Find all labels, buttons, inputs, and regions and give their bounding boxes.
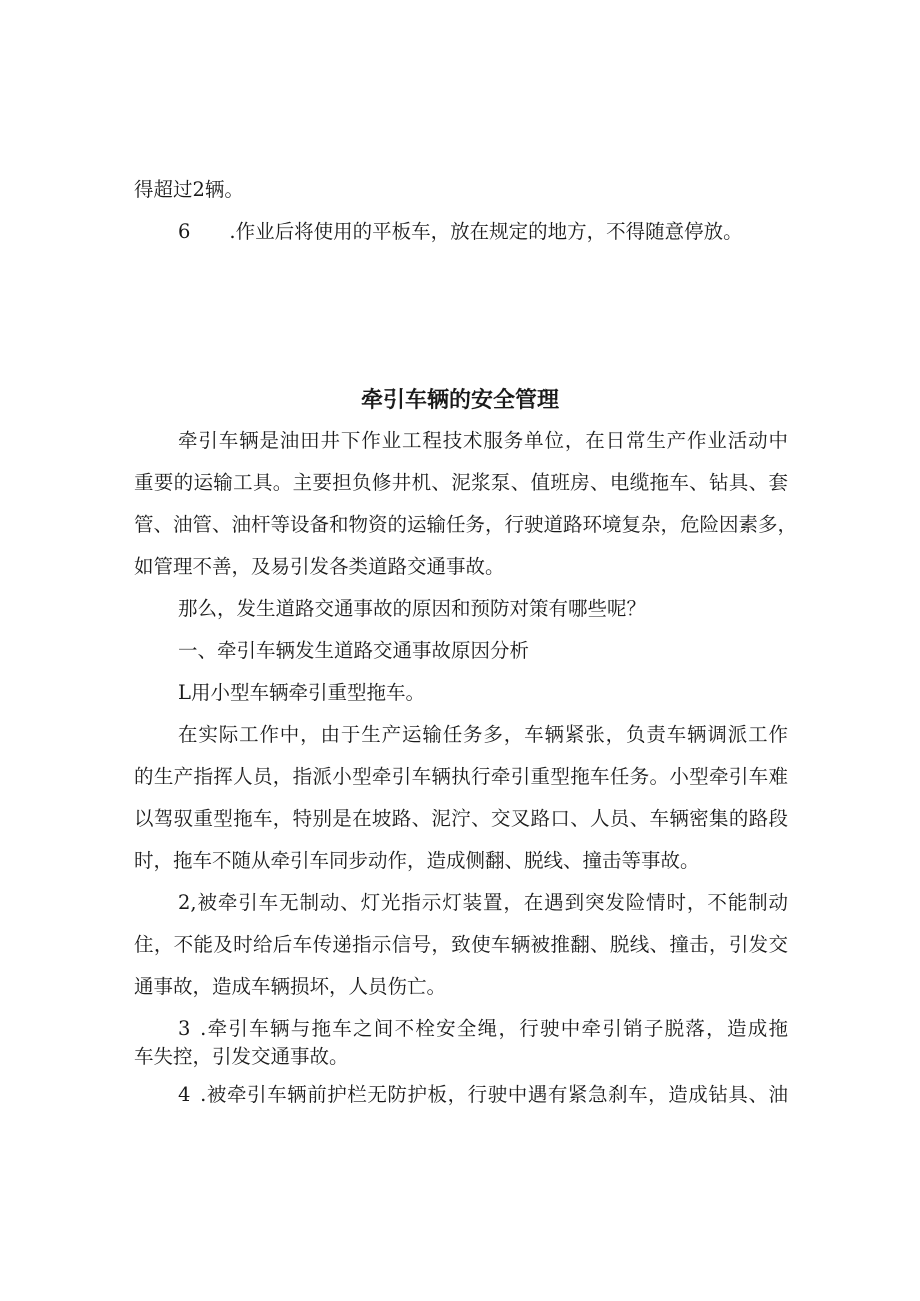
paragraph-1-line-4: 如管理不善，及易引发各类道路交通事故。	[134, 555, 505, 578]
top-fragment-line: 得超过2辆。	[134, 178, 244, 201]
item-2-line-1: 2,被牵引车无制动、灯光指示灯装置，在遇到突发险情时，不能制动	[178, 891, 788, 914]
item-1-line: L用小型车辆牵引重型拖车。	[178, 681, 425, 704]
paragraph-3-line-4: 时，拖车不随从牵引车同步动作，造成侧翻、脱线、撞击等事故。	[134, 849, 700, 872]
item-3-line-2: 车失控，引发交通事故。	[134, 1045, 349, 1068]
paragraph-3-line-3: 以驾驭重型拖车，特别是在坡路、泥泞、交叉路口、人员、车辆密集的路段	[134, 807, 788, 830]
paragraph-1-line-2: 重要的运输工具。主要担负修井机、泥浆泵、值班房、电缆拖车、钻具、套	[134, 471, 788, 494]
item-3-line-1: 3 .牵引车辆与拖车之间不栓安全绳，行驶中牵引销子脱落，造成拖	[178, 1017, 788, 1040]
section-1-heading: 一、牵引车辆发生道路交通事故原因分析	[178, 639, 530, 662]
paragraph-1-line-1: 牵引车辆是油田井下作业工程技术服务单位，在日常生产作业活动中	[178, 429, 788, 452]
paragraph-1-line-3: 管、油管、油杆等设备和物资的运输任务，行驶道路环境复杂，危险因素多，	[134, 513, 798, 536]
paragraph-3-line-2: 的生产指挥人员，指派小型牵引车辆执行牵引重型拖车任务。小型牵引车难	[134, 765, 788, 788]
item-2-line-2: 住，不能及时给后车传递指示信号，致使车辆被推翻、脱线、撞击，引发交	[134, 933, 788, 956]
section-title: 牵引车辆的安全管理	[360, 387, 559, 413]
item-6-line: 6 .作业后将使用的平板车，放在规定的地方，不得随意停放。	[178, 220, 743, 243]
item-4-line-1: 4 .被牵引车辆前护栏无防护板，行驶中遇有紧急刹车，造成钻具、油	[178, 1083, 788, 1106]
paragraph-2-line: 那么，发生道路交通事故的原因和预防对策有哪些呢？	[178, 597, 647, 620]
paragraph-3-line-1: 在实际工作中，由于生产运输任务多，车辆紧张，负责车辆调派工作	[178, 723, 788, 746]
item-2-line-3: 通事故，造成车辆损坏，人员伤亡。	[134, 975, 447, 998]
